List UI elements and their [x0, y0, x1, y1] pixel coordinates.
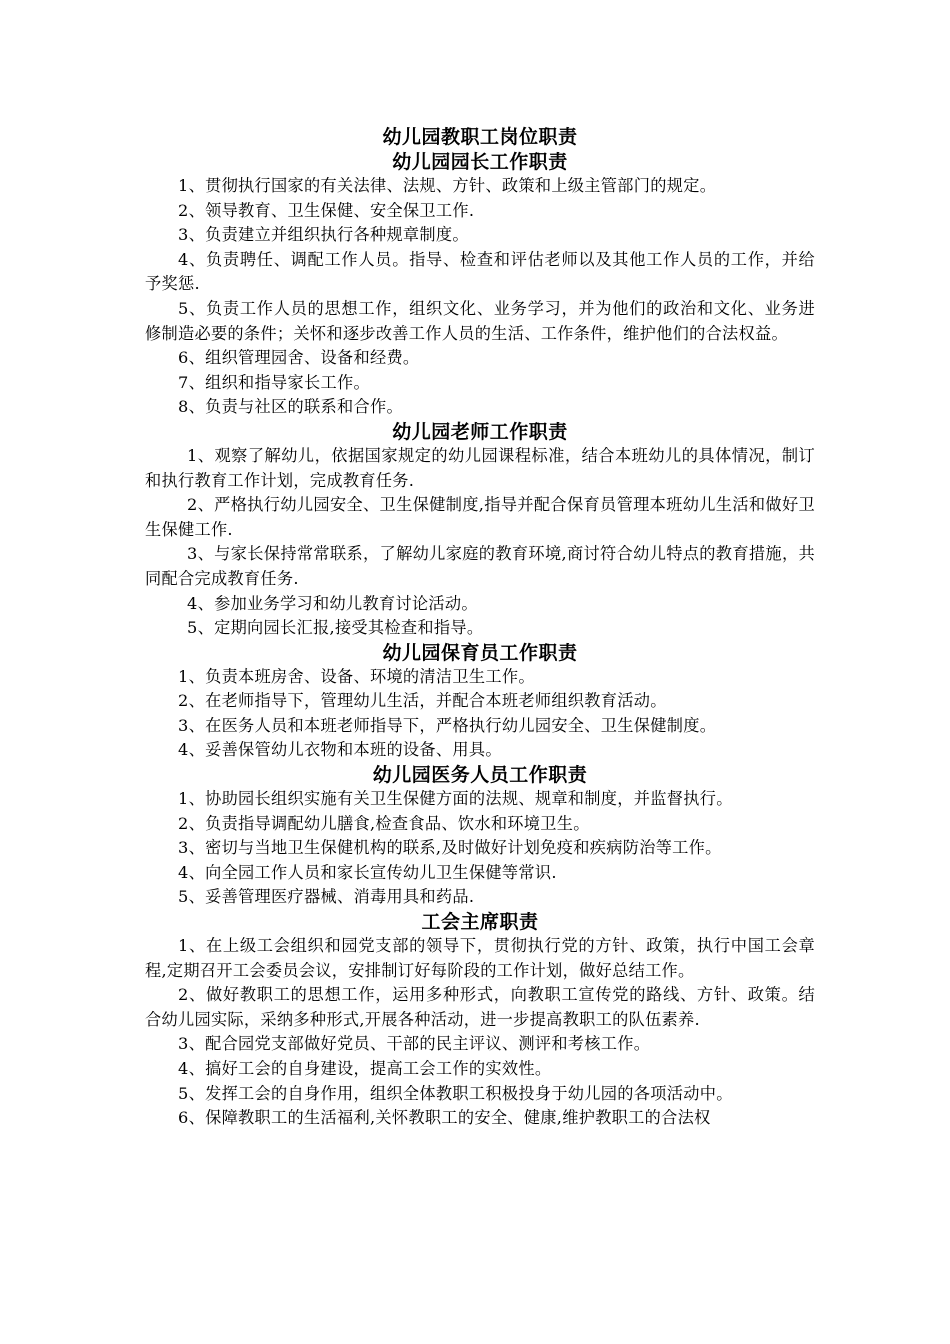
section-medical-staff	[145, 763, 815, 910]
document-page	[145, 125, 815, 1131]
paragraph: 2、领导教育、卫生保健、安全保卫工作.	[178, 200, 475, 220]
paragraph: 1、观察了解幼儿，依据国家规定的幼儿园课程标准，结合本班幼儿的具体情况，制订和执行教育工作计划，完成教育任务.	[145, 445, 815, 490]
paragraph: 6、保障教职工的生活福利,关怀教职工的安全、健康,维护教职工的合法权	[178, 1108, 711, 1128]
section-nursery-staff	[145, 641, 815, 763]
document-title: 幼儿园教职工岗位职责	[382, 126, 578, 148]
paragraph: 3、负责建立并组织执行各种规章制度。	[178, 225, 469, 245]
paragraph: 4、向全园工作人员和家长宣传幼儿卫生保健等常识.	[178, 862, 557, 882]
section-union-chair	[145, 910, 815, 1131]
paragraph: 6、组织管理园舍、设备和经费。	[178, 348, 420, 368]
paragraph: 1、负责本班房舍、设备、环境的清洁卫生工作。	[178, 666, 535, 686]
section-teacher	[145, 420, 815, 641]
paragraph: 2、严格执行幼儿园安全、卫生保健制度,指导并配合保育员管理本班幼儿生活和做好卫生保健工作.	[145, 495, 815, 539]
paragraph: 5、定期向园长汇报,接受其检查和指导。	[187, 618, 484, 638]
section-heading: 幼儿园保育员工作职责	[382, 641, 578, 664]
section-director	[145, 150, 815, 420]
section-heading: 幼儿园医务人员工作职责	[372, 764, 588, 787]
paragraph: 3、在医务人员和本班老师指导下，严格执行幼儿园安全、卫生保健制度。	[178, 715, 717, 735]
section-heading: 幼儿园老师工作职责	[392, 420, 568, 443]
paragraph: 1、协助园长组织实施有关卫生保健方面的法规、规章和制度，并监督执行。	[178, 789, 733, 809]
section-heading: 工会主席职责	[421, 911, 539, 934]
section-heading: 幼儿园园长工作职责	[392, 151, 568, 173]
paragraph: 2、负责指导调配幼儿膳食,检查食品、饮水和环境卫生。	[178, 813, 590, 833]
paragraph: 7、组织和指导家长工作。	[178, 372, 370, 392]
paragraph: 4、搞好工会的自身建设，提高工会工作的实效性。	[178, 1059, 552, 1078]
paragraph: 2、做好教职工的思想工作，运用多种形式，向教职工宣传党的路线、方针、政策。结合幼儿园实际，采纳多种形式,开展各种活动，进一步提高教职工的队伍素养.	[145, 985, 815, 1029]
paragraph: 4、妥善保管幼儿衣物和本班的设备、用具。	[178, 740, 502, 760]
paragraph: 5、妥善管理医疗器械、消毒用具和药品.	[178, 887, 475, 907]
paragraph: 3、密切与当地卫生保健机构的联系,及时做好计划免疫和疾病防治等工作。	[178, 838, 722, 858]
paragraph: 1、贯彻执行国家的有关法律、法规、方针、政策和上级主管部门的规定。	[178, 176, 717, 195]
paragraph: 4、参加业务学习和幼儿教育讨论活动。	[187, 593, 478, 613]
paragraph: 5、负责工作人员的思想工作，组织文化、业务学习，并为他们的政治和文化、业务进修制造必要的条件；关怀和逐步改善工作人员的生活、工作条件，维护他们的合法权益。	[145, 298, 815, 343]
paragraph: 4、负责聘任、调配工作人员。指导、检查和评估老师以及其他工作人员的工作，并给予奖惩.	[145, 249, 815, 294]
paragraph: 8、负责与社区的联系和合作。	[178, 397, 403, 417]
paragraph: 2、在老师指导下，管理幼儿生活，并配合本班老师组织教育活动。	[178, 691, 667, 711]
paragraph: 5、发挥工会的自身作用，组织全体教职工积极投身于幼儿园的各项活动中。	[178, 1083, 733, 1103]
paragraph: 3、配合园党支部做好党员、干部的民主评议、测评和考核工作。	[178, 1034, 651, 1054]
paragraph: 1、在上级工会组织和园党支部的领导下，贯彻执行党的方针、政策，执行中国工会章程,定期召开工会委员会议，安排制订好每阶段的工作计划，做好总结工作。	[145, 936, 815, 980]
paragraph: 3、与家长保持常常联系，了解幼儿家庭的教育环境,商讨符合幼儿特点的教育措施，共同配合完成教育任务.	[145, 544, 815, 588]
